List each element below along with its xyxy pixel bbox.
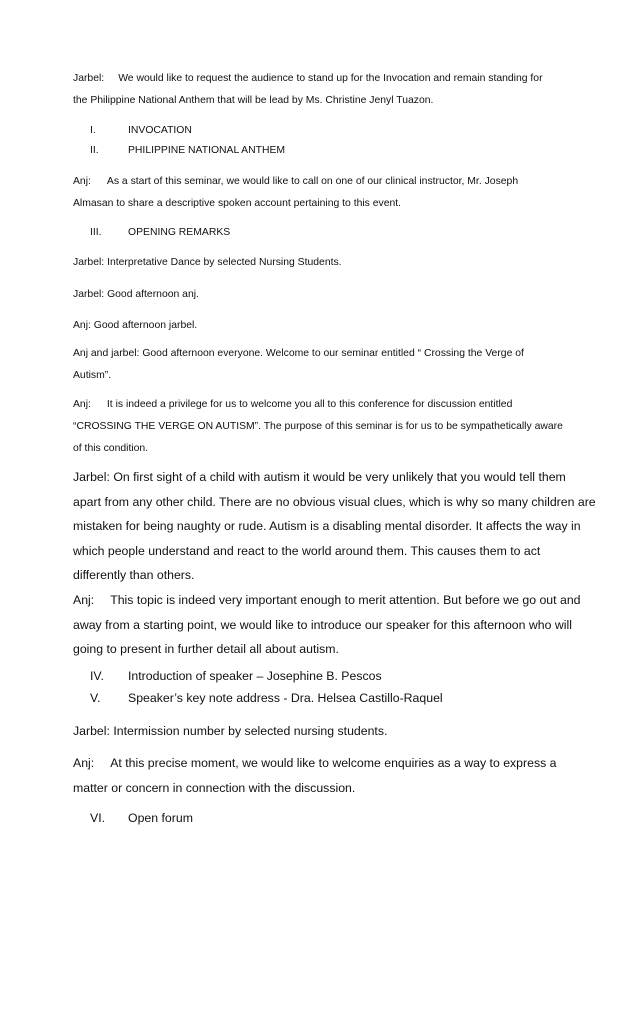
text-line: matter or concern in connection with the discussion. — [73, 780, 356, 795]
speaker-label: Jarbel: — [73, 73, 105, 84]
paragraph-topic-importance — [73, 588, 581, 662]
paragraph-autism-intro — [73, 465, 596, 588]
paragraph-greeting-jarbel: Anj: Good afternoon jarbel. — [73, 320, 198, 331]
list-item: I. INVOCATION — [90, 125, 192, 136]
paragraph-greeting-anj: Jarbel: Good afternoon anj. — [73, 289, 199, 300]
paragraph-start-seminar — [73, 171, 563, 215]
paragraph-welcome — [73, 343, 563, 387]
text-line: At this precise moment, we would like to welcome enquiries as a way to express a — [110, 756, 557, 770]
text-line: This topic is indeed very important enough to merit attention. But before we go out and — [110, 593, 581, 607]
text-line: differently than others. — [73, 568, 195, 582]
text-line: apart from any other child. There are no obvious visual clues, which is why so many children are — [73, 494, 596, 509]
paragraph-enquiries — [73, 751, 563, 800]
text-line: Almasan to share a descriptive spoken account pertaining to this event. — [73, 198, 402, 209]
text-line: We would like to request the audience to stand up for the Invocation and remain standing for — [118, 73, 543, 84]
speaker-label: Anj: — [73, 756, 95, 770]
text-line: As a start of this seminar, we would like to call on one of our clinical instructor, Mr. Joseph — [106, 176, 519, 187]
text-line: going to present in further detail all about autism. — [73, 642, 339, 656]
paragraph-invocation-request — [73, 68, 563, 112]
paragraph-dance: Jarbel: Interpretative Dance by selected Nursing Students. — [73, 257, 342, 268]
speaker-label: Anj: — [73, 593, 95, 607]
text-line: Anj and jarbel: Good afternoon everyone. Welcome to our seminar entitled “ Crossing the Verge of — [73, 348, 524, 359]
text-line: It is indeed a privilege for us to welcome you all to this conference for discussion entitled — [106, 399, 513, 410]
text-line: of this condition. — [73, 443, 149, 454]
text-line: which people understand and react to the world around them. This causes them to act — [73, 543, 541, 558]
text-line: Jarbel: On first sight of a child with autism it would be very unlikely that you would tell them — [73, 470, 566, 484]
list-item: II. PHILIPPINE NATIONAL ANTHEM — [90, 145, 286, 156]
list-item: VI. Open forum — [90, 811, 193, 825]
list-item: V. Speaker’s key note address - Dra. Helsea Castillo-Raquel — [90, 691, 443, 705]
speaker-label: Anj: — [73, 176, 91, 187]
text-line: the Philippine National Anthem that will be lead by Ms. Christine Jenyl Tuazon. — [73, 95, 434, 106]
speaker-label: Anj: — [73, 399, 91, 410]
list-item: IV. Introduction of speaker – Josephine B. Pescos — [90, 669, 382, 683]
paragraph-intermission: Jarbel: Intermission number by selected nursing students. — [73, 724, 388, 738]
list-item: III. OPENING REMARKS — [90, 227, 231, 238]
text-line: Autism”. — [73, 370, 112, 381]
text-line: mistaken for being naughty or rude. Autism is a disabling mental disorder. It affects the way in — [73, 519, 581, 533]
paragraph-privilege — [73, 394, 563, 460]
text-line: “CROSSING THE VERGE ON AUTISM”. The purpose of this seminar is for us to be sympathetically aware — [73, 421, 563, 432]
text-line: away from a starting point, we would like to introduce our speaker for this afternoon who will — [73, 617, 572, 632]
